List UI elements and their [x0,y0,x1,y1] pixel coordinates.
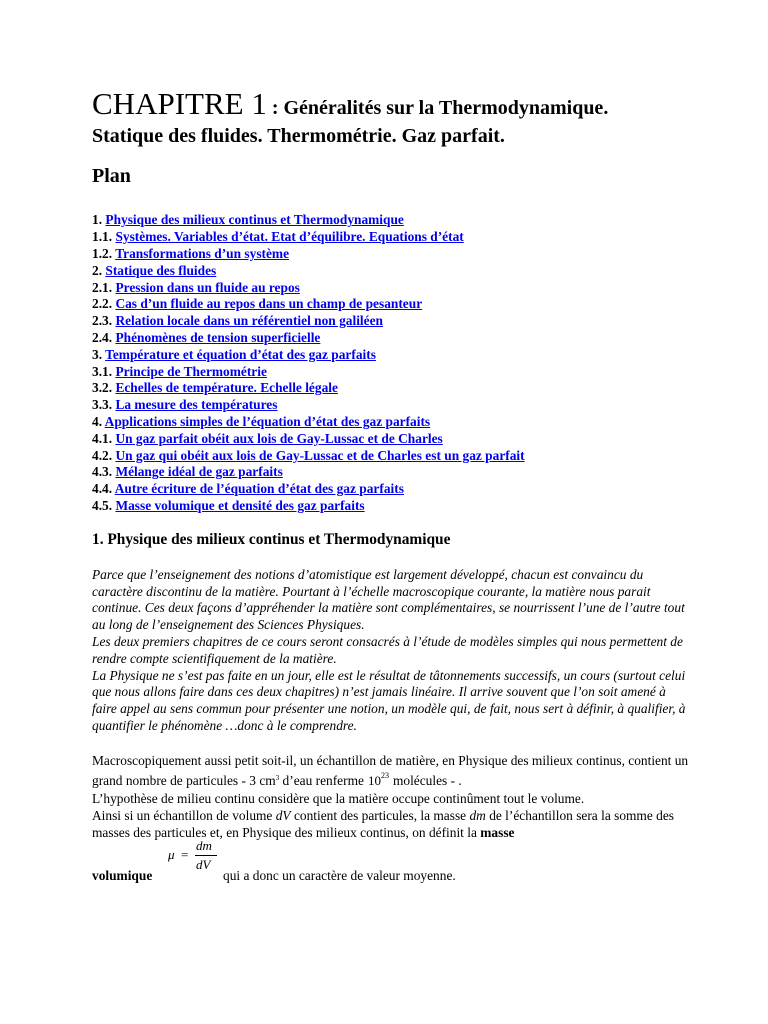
toc-number: 4.5. [92,497,116,513]
power-exponent: 23 [380,770,389,780]
toc-item [92,313,692,330]
toc-number: 1.2. [92,245,116,261]
body-text-run: molécules - . [392,772,462,788]
plan-heading: Plan [92,165,131,188]
toc-number: 2. [92,262,106,278]
symbol-dm: dm [469,808,486,824]
toc-number: 3.1. [92,363,116,379]
toc-link[interactable]: Phénomènes de tension superficielle [115,329,321,345]
power-base: 10 [367,772,381,788]
body-paragraph [92,753,692,792]
toc-item [92,364,692,381]
term-volumique: volumique [92,867,153,883]
document-page [92,84,692,884]
section-heading: 1. Physique des milieux continus et Thermodynamique [92,530,451,548]
toc-number: 4.2. [92,447,116,463]
term-masse: masse [480,824,515,840]
toc-number: 2.2. [92,296,116,312]
toc-item [92,414,692,431]
toc-link[interactable]: Systèmes. Variables d’état. Etat d’équilibre. Equations d’état [115,229,464,245]
body-paragraph: L’hypothèse de milieu continu considère que la matière occupe continûment tout le volume. [92,791,585,807]
toc-link[interactable]: Physique des milieux continus et Thermodynamique [105,212,404,228]
toc-number: 4.1. [92,430,116,446]
chapter-heading [92,84,692,148]
toc-item [92,464,692,481]
body-text-run: qui a donc un caractère de valeur moyenne. [223,867,456,883]
toc-link[interactable]: Statique des fluides [105,262,217,278]
toc-number: 4.3. [92,464,116,480]
toc-item [92,431,692,448]
chapter-label: CHAPITRE 1 [92,86,267,121]
toc-number: 2.1. [92,279,116,295]
body-text-run: d’eau renferme [279,772,364,788]
formula-mu: μ [168,846,175,862]
toc-link[interactable]: La mesure des températures [115,397,278,413]
symbol-dV: dV [275,808,291,824]
fraction-bar [195,855,217,856]
toc-item [92,330,692,347]
toc-number: 4.4. [92,481,115,497]
toc-item [92,229,692,246]
superscript: 3 [275,773,280,782]
toc-item [92,263,692,280]
toc-number: 4. [92,413,105,429]
body-paragraphs [92,753,692,884]
toc-link[interactable]: Un gaz parfait obéit aux lois de Gay-Lussac et de Charles [115,430,443,446]
chapter-title: : Généralités sur la Thermodynamique. [266,97,609,119]
toc-item [92,296,692,313]
formula-equals: = [181,846,189,862]
chapter-subtitle: Statique des fluides. Thermométrie. Gaz parfait. [92,125,505,148]
toc-link[interactable]: Relation locale dans un référentiel non galiléen [115,313,383,329]
toc-number: 3.2. [92,380,116,396]
toc-item [92,481,692,498]
formula-denominator: dV [196,856,211,872]
toc-item [92,212,692,229]
body-text-run: Macroscopiquement aussi petit soit-il, un échantillon de matière, en Physique des milieux continus, contient un grand nombre de particules - 3 cm [92,752,689,788]
toc-link[interactable]: Mélange idéal de gaz parfaits [115,464,283,480]
toc-item [92,498,692,515]
body-paragraph [92,808,692,842]
toc-link[interactable]: Pression dans un fluide au repos [115,279,300,295]
body-text-run: contient des particules, la masse [290,808,470,824]
toc-link[interactable]: Transformations d’un système [115,245,290,261]
toc-item [92,280,692,297]
formula-line [92,837,692,884]
toc-item [92,347,692,364]
table-of-contents [92,212,692,514]
body-text-run: de l’échantillon sera la somme des masses des particules et, en Physique des milieux continus, on définit la [92,808,674,840]
toc-link[interactable]: Un gaz qui obéit aux lois de Gay-Lussac et de Charles est un gaz parfait [115,447,525,463]
toc-number: 3.3. [92,397,116,413]
toc-item [92,380,692,397]
toc-number: 2.3. [92,313,116,329]
intro-paragraph: Parce que l’enseignement des notions d’atomistique est largement développé, chacun est convaincu du caractère discontinu de la matière. Pourtant à l’échelle macroscopique courante, la matière nous parait continue. Ces deux façons d’appréhender la matière sont complémentaires, se nourrissent l’une de l’autre tout au long de l’enseignement des Sciences Physiques. [92,566,685,633]
toc-link[interactable]: Masse volumique et densité des gaz parfaits [115,497,365,513]
toc-link[interactable]: Applications simples de l’équation d’état des gaz parfaits [104,413,431,429]
power-of-ten [367,770,389,792]
intro-paragraph: La Physique ne s’est pas faite en un jour, elle est le résultat de tâtonnements successifs, un cours (surtout celui que nous allons faire dans ces deux chapitres) n’est jamais linéaire. Il arrive souvent que l’on soit amené à faire appel au sens commun pour présenter une notion, un modèle qui, de fait, nous sert à définir, à qualifier, à quantifier le phénomène …donc à le comprendre. [92,667,686,733]
toc-link[interactable]: Cas d’un fluide au repos dans un champ de pesanteur [115,296,423,312]
toc-number: 1. [92,212,106,228]
intro-paragraphs [92,567,692,735]
toc-link[interactable]: Echelles de température. Echelle légale [115,380,338,396]
toc-link[interactable]: Autre écriture de l’équation d’état des gaz parfaits [114,481,404,497]
toc-item [92,397,692,414]
toc-number: 3. [92,346,106,362]
toc-item [92,448,692,465]
formula-numerator: dm [196,837,212,853]
toc-link[interactable]: Principe de Thermométrie [115,363,267,379]
intro-paragraph: Les deux premiers chapitres de ce cours seront consacrés à l’étude de modèles simples qui nous permettent de rendre compte scientifiquement de la matière. [92,633,683,666]
toc-number: 1.1. [92,229,116,245]
toc-item [92,246,692,263]
body-text-run: Ainsi si un échantillon de volume [92,808,276,824]
toc-number: 2.4. [92,329,116,345]
toc-link[interactable]: Température et équation d’état des gaz parfaits [105,346,376,362]
